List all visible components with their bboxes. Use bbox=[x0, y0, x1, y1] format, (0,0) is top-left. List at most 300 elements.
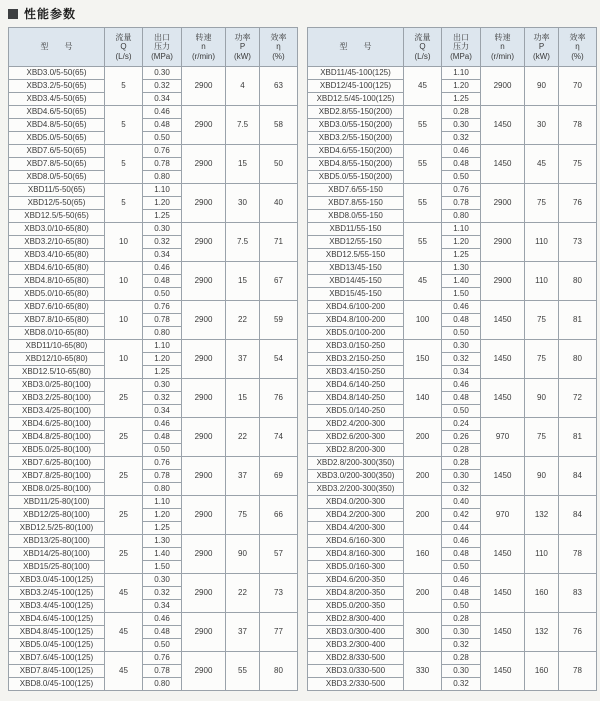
pressure-cell: 0.48 bbox=[442, 587, 481, 600]
model-cell: XBD5.0/100-200 bbox=[308, 327, 404, 340]
efficiency-cell: 66 bbox=[260, 496, 298, 535]
column-header-line: 型 号 bbox=[40, 42, 73, 52]
model-cell: XBD5.0/160-300 bbox=[308, 561, 404, 574]
pressure-cell: 1.25 bbox=[143, 522, 182, 535]
model-cell: XBD4.8/160-300 bbox=[308, 548, 404, 561]
pressure-cell: 0.34 bbox=[442, 366, 481, 379]
model-cell: XBD8.0/10-65(80) bbox=[9, 327, 105, 340]
flow-cell: 300 bbox=[404, 613, 442, 652]
model-cell: XBD3.4/5-50(65) bbox=[9, 93, 105, 106]
power-cell: 7.5 bbox=[226, 223, 260, 262]
flow-cell: 45 bbox=[404, 262, 442, 301]
pressure-cell: 0.48 bbox=[442, 314, 481, 327]
model-cell: XBD2.4/200-300 bbox=[308, 418, 404, 431]
model-cell: XBD3.2/10-65(80) bbox=[9, 236, 105, 249]
column-header-model bbox=[308, 28, 404, 67]
column-header-line: Q bbox=[120, 42, 127, 52]
pressure-cell: 0.34 bbox=[143, 93, 182, 106]
power-cell: 160 bbox=[525, 652, 559, 691]
pressure-cell: 0.78 bbox=[442, 197, 481, 210]
header-row-right bbox=[308, 28, 597, 67]
table-row bbox=[9, 67, 298, 80]
model-cell: XBD7.8/5-50(65) bbox=[9, 158, 105, 171]
performance-table-left-slot bbox=[8, 27, 298, 691]
table-row bbox=[9, 301, 298, 314]
pressure-cell: 0.80 bbox=[143, 327, 182, 340]
column-header-line: 转速 bbox=[195, 32, 212, 42]
efficiency-cell: 72 bbox=[559, 379, 597, 418]
pressure-cell: 1.25 bbox=[143, 210, 182, 223]
speed-cell: 2900 bbox=[182, 613, 226, 652]
column-header-line: 功率 bbox=[234, 32, 251, 42]
speed-cell: 1450 bbox=[481, 340, 525, 379]
column-header-efficiency bbox=[260, 28, 298, 67]
pressure-cell: 0.28 bbox=[442, 652, 481, 665]
model-cell: XBD4.8/10-65(80) bbox=[9, 275, 105, 288]
pressure-cell: 0.28 bbox=[442, 457, 481, 470]
model-cell: XBD11/10-65(80) bbox=[9, 340, 105, 353]
column-header-line: (L/s) bbox=[115, 51, 132, 61]
speed-cell: 2900 bbox=[182, 379, 226, 418]
pressure-cell: 1.25 bbox=[143, 366, 182, 379]
model-cell: XBD3.0/25-80(100) bbox=[9, 379, 105, 392]
pressure-cell: 0.40 bbox=[442, 496, 481, 509]
pressure-cell: 0.32 bbox=[442, 483, 481, 496]
speed-cell: 2900 bbox=[182, 223, 226, 262]
model-cell: XBD12/25-80(100) bbox=[9, 509, 105, 522]
model-cell: XBD3.0/330-500 bbox=[308, 665, 404, 678]
power-cell: 90 bbox=[525, 457, 559, 496]
power-cell: 15 bbox=[226, 379, 260, 418]
power-cell: 7.5 bbox=[226, 106, 260, 145]
efficiency-cell: 80 bbox=[260, 652, 298, 691]
pressure-cell: 0.32 bbox=[143, 236, 182, 249]
pressure-cell: 0.50 bbox=[442, 561, 481, 574]
pressure-cell: 0.76 bbox=[143, 145, 182, 158]
pressure-cell: 0.48 bbox=[143, 275, 182, 288]
speed-cell: 2900 bbox=[182, 418, 226, 457]
speed-cell: 2900 bbox=[481, 262, 525, 301]
pressure-cell: 1.40 bbox=[442, 275, 481, 288]
model-cell: XBD8.0/25-80(100) bbox=[9, 483, 105, 496]
pressure-cell: 0.32 bbox=[442, 132, 481, 145]
model-cell: XBD2.8/200-300 bbox=[308, 444, 404, 457]
power-cell: 132 bbox=[525, 496, 559, 535]
power-cell: 110 bbox=[525, 223, 559, 262]
model-cell: XBD8.0/55-150 bbox=[308, 210, 404, 223]
pressure-cell: 0.32 bbox=[143, 392, 182, 405]
efficiency-cell: 57 bbox=[260, 535, 298, 574]
power-cell: 30 bbox=[525, 106, 559, 145]
flow-cell: 25 bbox=[105, 496, 143, 535]
model-cell: XBD3.2/55-150(200) bbox=[308, 132, 404, 145]
pressure-cell: 0.78 bbox=[143, 665, 182, 678]
flow-cell: 45 bbox=[105, 652, 143, 691]
column-header-line: 压力 bbox=[453, 42, 469, 52]
pressure-cell: 0.28 bbox=[442, 613, 481, 626]
speed-cell: 970 bbox=[481, 418, 525, 457]
column-header-line: 型 号 bbox=[339, 42, 372, 52]
model-cell: XBD12/45-100(125) bbox=[308, 80, 404, 93]
pressure-cell: 0.50 bbox=[143, 639, 182, 652]
model-cell: XBD3.0/150-250 bbox=[308, 340, 404, 353]
model-cell: XBD3.2/300-400 bbox=[308, 639, 404, 652]
column-header-line: (MPa) bbox=[450, 51, 472, 61]
model-cell: XBD3.0/10-65(80) bbox=[9, 223, 105, 236]
model-cell: XBD8.0/45-100(125) bbox=[9, 678, 105, 691]
table-row bbox=[9, 106, 298, 119]
power-cell: 55 bbox=[226, 652, 260, 691]
efficiency-cell: 76 bbox=[559, 184, 597, 223]
pressure-cell: 0.30 bbox=[143, 67, 182, 80]
table-row bbox=[308, 379, 597, 392]
efficiency-cell: 67 bbox=[260, 262, 298, 301]
model-cell: XBD12.5/5-50(65) bbox=[9, 210, 105, 223]
efficiency-cell: 54 bbox=[260, 340, 298, 379]
model-cell: XBD5.0/10-65(80) bbox=[9, 288, 105, 301]
model-cell: XBD5.0/5-50(65) bbox=[9, 132, 105, 145]
pressure-cell: 0.30 bbox=[442, 665, 481, 678]
efficiency-cell: 81 bbox=[559, 418, 597, 457]
table-row bbox=[9, 340, 298, 353]
pressure-cell: 1.20 bbox=[442, 236, 481, 249]
pressure-cell: 0.78 bbox=[143, 158, 182, 171]
model-cell: XBD3.2/45-100(125) bbox=[9, 587, 105, 600]
model-cell: XBD3.2/150-250 bbox=[308, 353, 404, 366]
pressure-cell: 0.46 bbox=[143, 106, 182, 119]
power-cell: 110 bbox=[525, 262, 559, 301]
power-cell: 90 bbox=[525, 379, 559, 418]
speed-cell: 970 bbox=[481, 496, 525, 535]
header-row-left bbox=[9, 28, 298, 67]
table-row bbox=[308, 457, 597, 470]
efficiency-cell: 75 bbox=[559, 145, 597, 184]
flow-cell: 55 bbox=[404, 184, 442, 223]
model-cell: XBD4.6/55-150(200) bbox=[308, 145, 404, 158]
speed-cell: 2900 bbox=[182, 496, 226, 535]
column-header-line: (kW) bbox=[533, 51, 550, 61]
pressure-cell: 0.48 bbox=[442, 158, 481, 171]
pressure-cell: 0.48 bbox=[442, 548, 481, 561]
pressure-cell: 0.30 bbox=[442, 119, 481, 132]
power-cell: 75 bbox=[525, 418, 559, 457]
model-cell: XBD13/25-80(100) bbox=[9, 535, 105, 548]
pressure-cell: 0.50 bbox=[442, 327, 481, 340]
flow-cell: 200 bbox=[404, 418, 442, 457]
pressure-cell: 0.30 bbox=[442, 340, 481, 353]
pressure-cell: 0.24 bbox=[442, 418, 481, 431]
pressure-cell: 0.50 bbox=[143, 444, 182, 457]
efficiency-cell: 84 bbox=[559, 457, 597, 496]
efficiency-cell: 78 bbox=[559, 106, 597, 145]
speed-cell: 1450 bbox=[481, 535, 525, 574]
column-header-speed bbox=[481, 28, 525, 67]
pressure-cell: 1.50 bbox=[143, 561, 182, 574]
model-cell: XBD4.0/200-300 bbox=[308, 496, 404, 509]
table-row bbox=[308, 652, 597, 665]
pressure-cell: 1.10 bbox=[442, 223, 481, 236]
column-header-line: 流量 bbox=[115, 32, 132, 42]
flow-cell: 5 bbox=[105, 67, 143, 106]
efficiency-cell: 84 bbox=[559, 496, 597, 535]
power-cell: 15 bbox=[226, 145, 260, 184]
flow-cell: 330 bbox=[404, 652, 442, 691]
model-cell: XBD7.6/45-100(125) bbox=[9, 652, 105, 665]
model-cell: XBD3.0/5-50(65) bbox=[9, 67, 105, 80]
speed-cell: 2900 bbox=[182, 262, 226, 301]
column-header-line: 出口 bbox=[453, 32, 469, 42]
performance-table-left bbox=[8, 27, 298, 691]
flow-cell: 200 bbox=[404, 496, 442, 535]
efficiency-cell: 73 bbox=[559, 223, 597, 262]
efficiency-cell: 74 bbox=[260, 418, 298, 457]
model-cell: XBD4.6/160-300 bbox=[308, 535, 404, 548]
flow-cell: 45 bbox=[105, 613, 143, 652]
flow-cell: 25 bbox=[105, 379, 143, 418]
speed-cell: 2900 bbox=[182, 301, 226, 340]
model-cell: XBD14/25-80(100) bbox=[9, 548, 105, 561]
model-cell: XBD4.6/5-50(65) bbox=[9, 106, 105, 119]
power-cell: 30 bbox=[226, 184, 260, 223]
efficiency-cell: 59 bbox=[260, 301, 298, 340]
column-header-line: P bbox=[239, 42, 246, 52]
power-cell: 45 bbox=[525, 145, 559, 184]
column-header-line: 出口 bbox=[154, 32, 170, 42]
model-cell: XBD4.6/200-350 bbox=[308, 574, 404, 587]
model-cell: XBD12.5/10-65(80) bbox=[9, 366, 105, 379]
model-cell: XBD4.4/200-300 bbox=[308, 522, 404, 535]
table-row bbox=[9, 535, 298, 548]
pressure-cell: 0.78 bbox=[143, 470, 182, 483]
speed-cell: 2900 bbox=[182, 184, 226, 223]
model-cell: XBD7.6/10-65(80) bbox=[9, 301, 105, 314]
pressure-cell: 0.46 bbox=[143, 613, 182, 626]
pressure-cell: 0.50 bbox=[143, 288, 182, 301]
efficiency-cell: 50 bbox=[260, 145, 298, 184]
flow-cell: 10 bbox=[105, 340, 143, 379]
efficiency-cell: 76 bbox=[260, 379, 298, 418]
model-cell: XBD4.8/5-50(65) bbox=[9, 119, 105, 132]
model-cell: XBD11/5-50(65) bbox=[9, 184, 105, 197]
column-header-speed bbox=[182, 28, 226, 67]
speed-cell: 2900 bbox=[182, 652, 226, 691]
pressure-cell: 0.80 bbox=[143, 483, 182, 496]
pressure-cell: 0.30 bbox=[442, 470, 481, 483]
table-row bbox=[308, 496, 597, 509]
efficiency-cell: 80 bbox=[559, 340, 597, 379]
model-cell: XBD7.6/55-150 bbox=[308, 184, 404, 197]
flow-cell: 25 bbox=[105, 457, 143, 496]
table-row bbox=[9, 613, 298, 626]
pressure-cell: 1.10 bbox=[143, 184, 182, 197]
speed-cell: 1450 bbox=[481, 574, 525, 613]
power-cell: 37 bbox=[226, 340, 260, 379]
pressure-cell: 0.76 bbox=[442, 184, 481, 197]
power-cell: 22 bbox=[226, 574, 260, 613]
column-header-line: n bbox=[201, 42, 206, 52]
model-cell: XBD8.0/5-50(65) bbox=[9, 171, 105, 184]
pressure-cell: 0.30 bbox=[442, 626, 481, 639]
column-header-line: n bbox=[500, 42, 505, 52]
pressure-cell: 0.46 bbox=[442, 145, 481, 158]
model-cell: XBD12.5/45-100(125) bbox=[308, 93, 404, 106]
flow-cell: 140 bbox=[404, 379, 442, 418]
pressure-cell: 0.32 bbox=[442, 678, 481, 691]
speed-cell: 2900 bbox=[182, 457, 226, 496]
flow-cell: 45 bbox=[404, 67, 442, 106]
table-row bbox=[308, 262, 597, 275]
model-cell: XBD3.4/45-100(125) bbox=[9, 600, 105, 613]
efficiency-cell: 58 bbox=[260, 106, 298, 145]
column-header-line: 转速 bbox=[494, 32, 511, 42]
pressure-cell: 0.48 bbox=[143, 626, 182, 639]
pressure-cell: 1.30 bbox=[442, 262, 481, 275]
model-cell: XBD11/45-100(125) bbox=[308, 67, 404, 80]
model-cell: XBD5.0/25-80(100) bbox=[9, 444, 105, 457]
table-row bbox=[9, 223, 298, 236]
column-header-line: η bbox=[575, 42, 580, 52]
speed-cell: 1450 bbox=[481, 652, 525, 691]
model-cell: XBD3.4/150-250 bbox=[308, 366, 404, 379]
column-header-line: Q bbox=[419, 42, 426, 52]
table-row bbox=[9, 379, 298, 392]
performance-table-right bbox=[307, 27, 597, 691]
flow-cell: 5 bbox=[105, 106, 143, 145]
table-row bbox=[308, 67, 597, 80]
model-cell: XBD7.8/55-150 bbox=[308, 197, 404, 210]
power-cell: 110 bbox=[525, 535, 559, 574]
power-cell: 4 bbox=[226, 67, 260, 106]
power-cell: 15 bbox=[226, 262, 260, 301]
column-header-line: (MPa) bbox=[151, 51, 173, 61]
power-cell: 75 bbox=[226, 496, 260, 535]
power-cell: 22 bbox=[226, 418, 260, 457]
column-header-line: (%) bbox=[571, 51, 584, 61]
model-cell: XBD5.0/45-100(125) bbox=[9, 639, 105, 652]
flow-cell: 55 bbox=[404, 223, 442, 262]
efficiency-cell: 78 bbox=[559, 652, 597, 691]
flow-cell: 10 bbox=[105, 262, 143, 301]
flow-cell: 5 bbox=[105, 145, 143, 184]
pressure-cell: 1.20 bbox=[143, 353, 182, 366]
column-header-line: 压力 bbox=[154, 42, 170, 52]
pressure-cell: 0.80 bbox=[143, 678, 182, 691]
model-cell: XBD4.8/100-200 bbox=[308, 314, 404, 327]
pressure-cell: 0.42 bbox=[442, 509, 481, 522]
pressure-cell: 0.80 bbox=[442, 210, 481, 223]
column-header-line: 功率 bbox=[533, 32, 550, 42]
column-header-line: (r/min) bbox=[191, 51, 216, 61]
model-cell: XBD4.6/45-100(125) bbox=[9, 613, 105, 626]
column-header-line: 效率 bbox=[569, 32, 586, 42]
pressure-cell: 0.50 bbox=[442, 405, 481, 418]
efficiency-cell: 83 bbox=[559, 574, 597, 613]
table-row bbox=[308, 184, 597, 197]
pressure-cell: 0.46 bbox=[442, 574, 481, 587]
pressure-cell: 0.32 bbox=[442, 639, 481, 652]
speed-cell: 2900 bbox=[182, 67, 226, 106]
page-title: 性能参数 bbox=[24, 7, 77, 21]
efficiency-cell: 81 bbox=[559, 301, 597, 340]
model-cell: XBD15/45-150 bbox=[308, 288, 404, 301]
model-cell: XBD5.0/200-350 bbox=[308, 600, 404, 613]
efficiency-cell: 69 bbox=[260, 457, 298, 496]
pressure-cell: 1.20 bbox=[143, 509, 182, 522]
speed-cell: 1450 bbox=[481, 457, 525, 496]
model-cell: XBD3.2/5-50(65) bbox=[9, 80, 105, 93]
pressure-cell: 0.30 bbox=[143, 223, 182, 236]
pressure-cell: 0.46 bbox=[442, 535, 481, 548]
table-row bbox=[9, 145, 298, 158]
pressure-cell: 1.10 bbox=[143, 340, 182, 353]
model-cell: XBD4.8/200-350 bbox=[308, 587, 404, 600]
table-row bbox=[308, 574, 597, 587]
pressure-cell: 0.76 bbox=[143, 301, 182, 314]
table-row bbox=[9, 262, 298, 275]
model-cell: XBD2.8/300-400 bbox=[308, 613, 404, 626]
model-cell: XBD5.0/55-150(200) bbox=[308, 171, 404, 184]
table-row bbox=[308, 145, 597, 158]
model-cell: XBD2.8/55-150(200) bbox=[308, 106, 404, 119]
column-header-line: (L/s) bbox=[414, 51, 431, 61]
model-cell: XBD3.4/25-80(100) bbox=[9, 405, 105, 418]
model-cell: XBD4.6/100-200 bbox=[308, 301, 404, 314]
table-row bbox=[9, 652, 298, 665]
flow-cell: 200 bbox=[404, 574, 442, 613]
speed-cell: 2900 bbox=[182, 574, 226, 613]
pressure-cell: 0.32 bbox=[143, 587, 182, 600]
model-cell: XBD2.8/200-300(350) bbox=[308, 457, 404, 470]
model-cell: XBD3.0/55-150(200) bbox=[308, 119, 404, 132]
flow-cell: 45 bbox=[105, 574, 143, 613]
flow-cell: 10 bbox=[105, 223, 143, 262]
column-header-pressure bbox=[442, 28, 481, 67]
tables-container bbox=[8, 27, 597, 691]
pressure-cell: 0.28 bbox=[442, 444, 481, 457]
column-header-flow bbox=[105, 28, 143, 67]
pressure-cell: 0.46 bbox=[143, 262, 182, 275]
model-cell: XBD4.6/140-250 bbox=[308, 379, 404, 392]
power-cell: 37 bbox=[226, 613, 260, 652]
pressure-cell: 0.46 bbox=[442, 301, 481, 314]
model-cell: XBD11/25-80(100) bbox=[9, 496, 105, 509]
model-cell: XBD3.4/10-65(80) bbox=[9, 249, 105, 262]
speed-cell: 1450 bbox=[481, 613, 525, 652]
column-header-line: (r/min) bbox=[490, 51, 515, 61]
pressure-cell: 1.20 bbox=[143, 197, 182, 210]
table-row bbox=[308, 301, 597, 314]
flow-cell: 25 bbox=[105, 535, 143, 574]
power-cell: 22 bbox=[226, 301, 260, 340]
model-cell: XBD4.8/55-150(200) bbox=[308, 158, 404, 171]
model-cell: XBD12.5/55-150 bbox=[308, 249, 404, 262]
model-cell: XBD4.8/140-250 bbox=[308, 392, 404, 405]
power-cell: 90 bbox=[525, 67, 559, 106]
pressure-cell: 0.34 bbox=[143, 249, 182, 262]
table-row bbox=[9, 418, 298, 431]
power-cell: 37 bbox=[226, 457, 260, 496]
model-cell: XBD14/45-150 bbox=[308, 275, 404, 288]
power-cell: 90 bbox=[226, 535, 260, 574]
model-cell: XBD7.6/5-50(65) bbox=[9, 145, 105, 158]
model-cell: XBD12/5-50(65) bbox=[9, 197, 105, 210]
pressure-cell: 1.10 bbox=[442, 67, 481, 80]
speed-cell: 2900 bbox=[182, 340, 226, 379]
efficiency-cell: 80 bbox=[559, 262, 597, 301]
flow-cell: 160 bbox=[404, 535, 442, 574]
pressure-cell: 0.46 bbox=[143, 418, 182, 431]
table-row bbox=[308, 535, 597, 548]
